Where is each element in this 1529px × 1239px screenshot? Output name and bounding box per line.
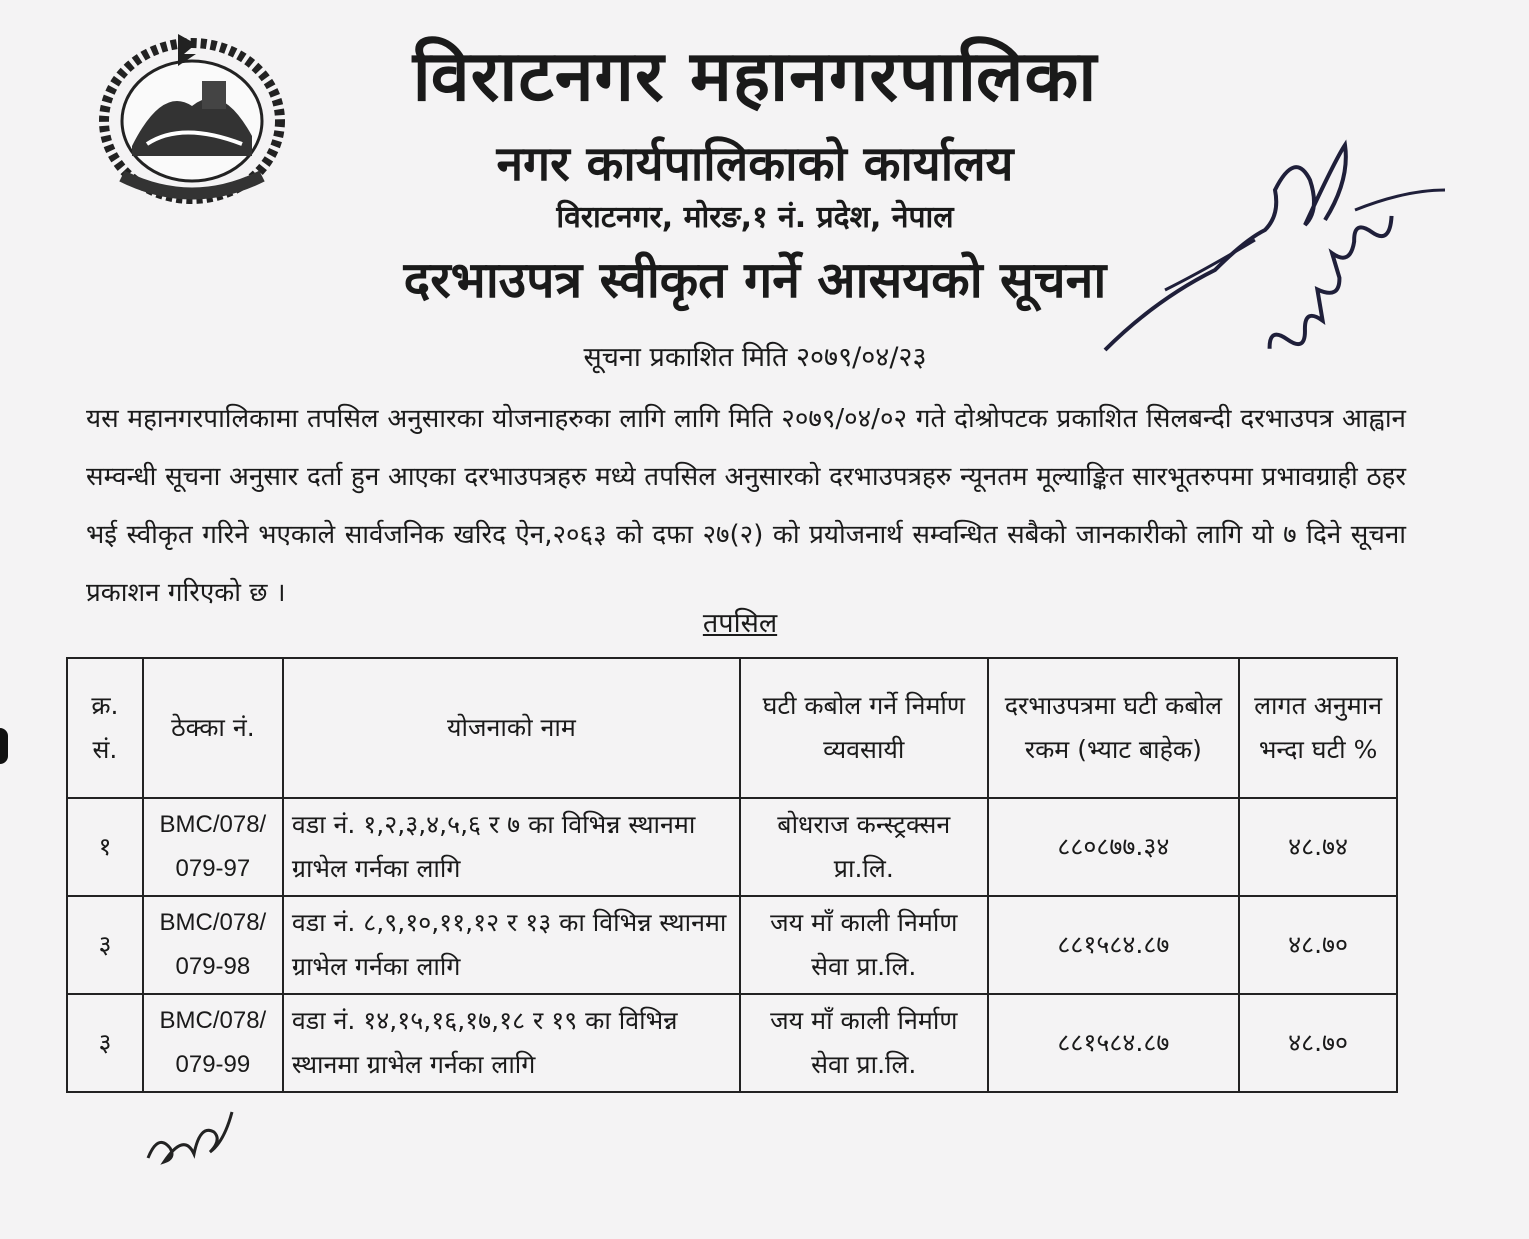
table-row — [67, 896, 1397, 994]
header-contract-no: ठेक्का नं. — [143, 658, 283, 798]
cell-percent-below: ४८.७० — [1239, 896, 1397, 994]
table-row — [67, 798, 1397, 896]
cell-percent-below: ४८.७० — [1239, 994, 1397, 1092]
cell-project-name: वडा नं. १,२,३,४,५,६ र ७ का विभिन्न स्थानमा ग्राभेल गर्नका लागि — [283, 798, 740, 896]
bid-table — [66, 657, 1398, 1093]
office-name: नगर कार्यपालिकाको कार्यालय — [496, 136, 1014, 192]
table-header-row — [67, 658, 1397, 798]
table-row — [67, 994, 1397, 1092]
cell-contractor: जय माँ काली निर्माण सेवा प्रा.लि. — [740, 994, 988, 1092]
cell-contractor: जय माँ काली निर्माण सेवा प्रा.लि. — [740, 896, 988, 994]
header-project-name: योजनाको नाम — [283, 658, 740, 798]
binding-mark — [0, 728, 8, 764]
org-name: विराटनगर महानगरपालिका — [412, 35, 1098, 117]
office-address: विराटनगर, मोरङ,१ नं. प्रदेश, नेपाल — [556, 200, 954, 235]
header-percent-below: लागत अनुमान भन्दा घटी % — [1239, 658, 1397, 798]
header-bid-amount: दरभाउपत्रमा घटी कबोल रकम (भ्याट बाहेक) — [988, 658, 1240, 798]
cell-sn: १ — [67, 798, 143, 896]
schedule-heading: तपसिल — [702, 608, 778, 639]
cell-percent-below: ४८.७४ — [1239, 798, 1397, 896]
header-contractor: घटी कबोल गर्ने निर्माण व्यवसायी — [740, 658, 988, 798]
publication-date: सूचना प्रकाशित मिति २०७९/०४/२३ — [583, 342, 927, 373]
cell-sn: ३ — [67, 896, 143, 994]
cell-project-name: वडा नं. ८,९,१०,११,१२ र १३ का विभिन्न स्थानमा ग्राभेल गर्नका लागि — [283, 896, 740, 994]
cell-contract-no: BMC/078/ 079-97 — [143, 798, 283, 896]
cell-project-name: वडा नं. १४,१५,१६,१७,१८ र १९ का विभिन्न स्थानमा ग्राभेल गर्नका लागि — [283, 994, 740, 1092]
cell-sn: ३ — [67, 994, 143, 1092]
handwritten-signature — [1095, 120, 1455, 360]
cell-contractor: बोधराज कन्स्ट्रक्सन प्रा.लि. — [740, 798, 988, 896]
notice-title: दरभाउपत्र स्वीकृत गर्ने आसयको सूचना — [403, 251, 1107, 309]
cell-contract-no: BMC/078/ 079-99 — [143, 994, 283, 1092]
cell-bid-amount: ८८१५८४.८७ — [988, 896, 1240, 994]
cell-contract-no: BMC/078/ 079-98 — [143, 896, 283, 994]
nepal-emblem-icon — [92, 26, 292, 206]
notice-body: यस महानगरपालिकामा तपसिल अनुसारका योजनाहरुका लागि लागि मिति २०७९/०४/०२ गते दोश्रोपटक प्रकाशित सिलबन्दी दरभाउपत्र आह्वान सम्वन्धी सूचना अनुसार दर्ता हुन आएका दरभाउपत्रहरु मध्ये तपसिल अनुसारको दरभाउपत्रहरु न्यूनतम मूल्याङ्कित सारभूतरुपमा प्रभावग्राही ठहर भई स्वीकृत गरिने भएकाले सार्वजनिक खरिद ऐन,२०६३ को दफा २७(२) को प्रयोजनार्थ सम्वन्धित सबैको जानकारीको लागि यो ७ दिने सूचना प्रकाशन गरिएको छ । — [86, 404, 1406, 608]
cell-bid-amount: ८८०८७७.३४ — [988, 798, 1240, 896]
cell-bid-amount: ८८१५८४.८७ — [988, 994, 1240, 1092]
handwritten-initials — [140, 1098, 240, 1168]
header-sn: क्र. सं. — [67, 658, 143, 798]
